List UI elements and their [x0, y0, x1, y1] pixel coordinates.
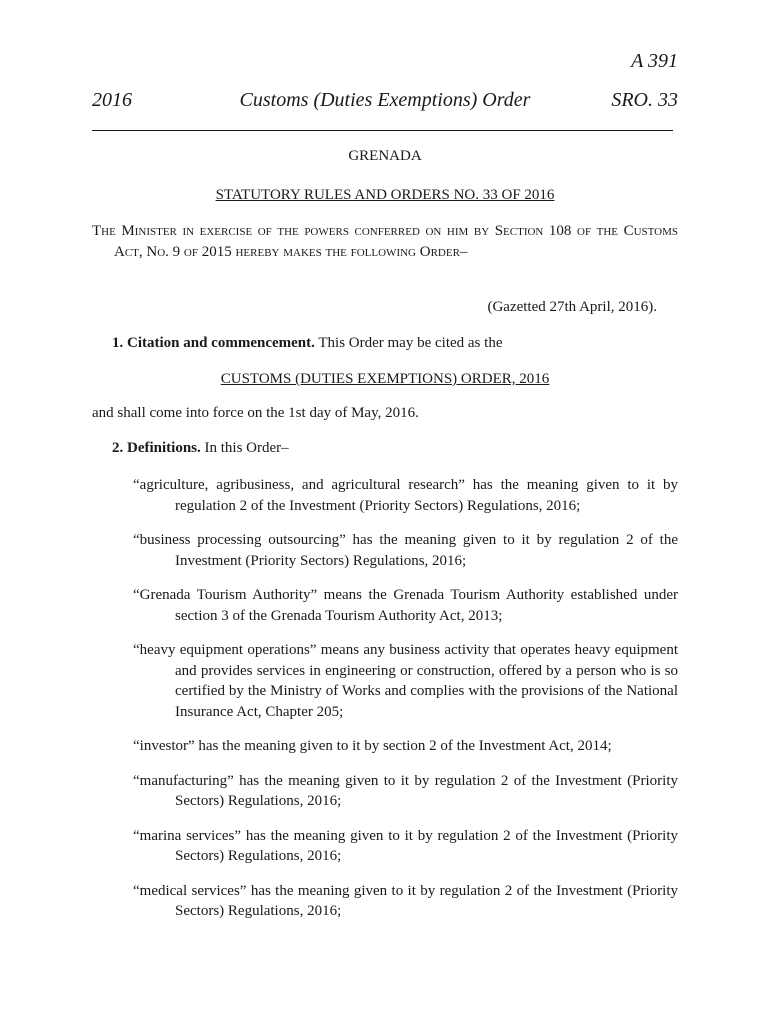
running-head-year: 2016: [92, 89, 132, 111]
section-1-text: This Order may be cited as the: [314, 335, 503, 351]
definition-item: “agriculture, agribusiness, and agricultural research” has the meaning given to it by regulation 2 of the Investment (Priority Sectors) Regulations, 2016;: [133, 477, 678, 514]
gazetted-date: (Gazetted 27th April, 2016).: [487, 299, 657, 315]
country-heading: GRENADA: [348, 148, 422, 164]
header-rule: [92, 130, 673, 131]
definition-item: “marina services” has the meaning given to it by regulation 2 of the Investment (Priority Sectors) Regulations, 2016;: [133, 827, 678, 864]
definitions-list: [133, 475, 678, 936]
definition-item: “business processing outsourcing” has the meaning given to it by regulation 2 of the Investment (Priority Sectors) Regulations, 2016;: [133, 532, 678, 569]
section-2-text: In this Order–: [200, 440, 289, 456]
section-2: [112, 440, 678, 457]
section-1-heading: 1. Citation and commencement.: [112, 335, 315, 351]
section-2-heading: 2. Definitions.: [112, 440, 201, 456]
definition-item: “investor” has the meaning given to it by section 2 of the Investment Act, 2014;: [133, 738, 612, 754]
running-head: [92, 89, 678, 115]
sro-heading: STATUTORY RULES AND ORDERS NO. 33 OF 2016: [215, 187, 555, 203]
running-head-title: Customs (Duties Exemptions) Order: [239, 89, 531, 111]
definition-item: “Grenada Tourism Authority” means the Grenada Tourism Authority established under section 3 of the Grenada Tourism Authority Act, 2013;: [133, 587, 678, 624]
order-short-title: CUSTOMS (DUTIES EXEMPTIONS) ORDER, 2016: [220, 371, 550, 387]
section-1: [112, 335, 678, 352]
running-head-sro: SRO. 33: [611, 89, 678, 111]
definition-item: “medical services” has the meaning given to it by regulation 2 of the Investment (Priority Sectors) Regulations, 2016;: [133, 882, 678, 919]
commencement-text: and shall come into force on the 1st day of May, 2016.: [92, 405, 419, 421]
preamble: The Minister in exercise of the powers conferred on him by Section 108 of the Customs Act, No. 9 of 2015 hereby makes the following Order–: [92, 223, 678, 260]
definition-item: “manufacturing” has the meaning given to it by regulation 2 of the Investment (Priority Sectors) Regulations, 2016;: [133, 772, 678, 809]
page-number: A 391: [631, 50, 678, 72]
definition-item: “heavy equipment operations” means any business activity that operates heavy equipment and provides services in engineering or construction, offered by a person who is so certified by the Ministry of Works and complies with the provisions of the National Insurance Act, Chapter 205;: [133, 642, 678, 720]
